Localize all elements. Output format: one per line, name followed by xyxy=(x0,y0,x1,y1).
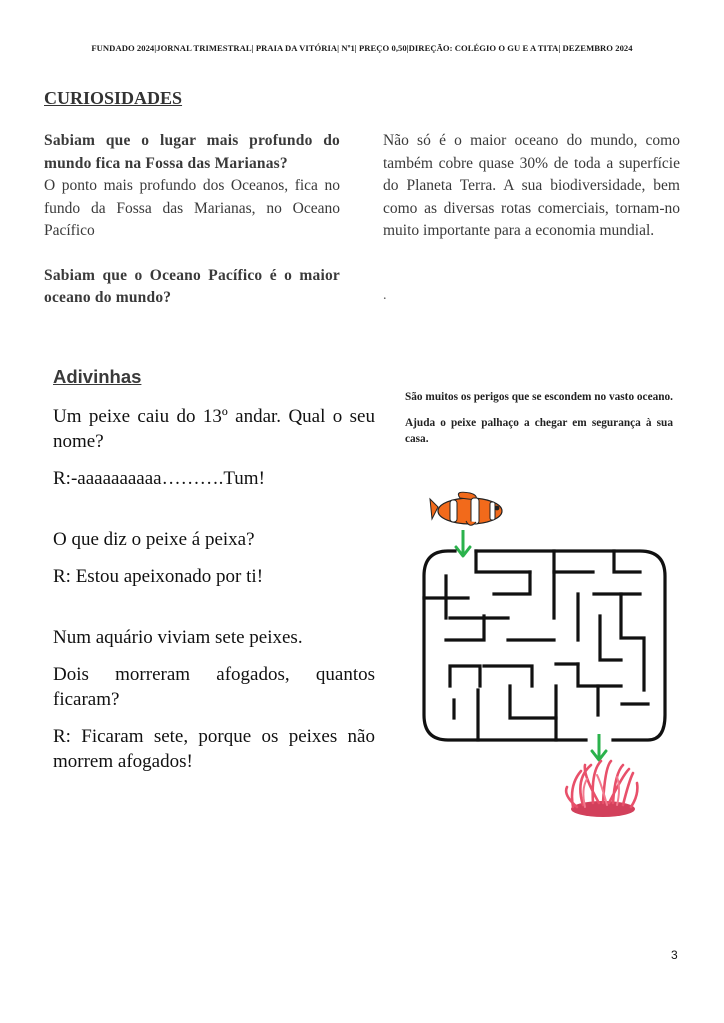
end-arrow-icon xyxy=(592,734,606,760)
stray-dot: . xyxy=(383,288,387,303)
newspaper-masthead: FUNDADO 2024|JORNAL TRIMESTRAL| PRAIA DA VITÓRIA| Nº1| PREÇO 0,50|DIREÇÃO: COLÉGIO O GU E A TITA| DEZEMBRO 2024 xyxy=(91,43,633,53)
riddle-3-intro: Num aquário viviam sete peixes. xyxy=(53,627,303,648)
sea-anemone-icon xyxy=(566,761,637,817)
maze-intro: São muitos os perigos que se escondem no vasto oceano. xyxy=(405,391,673,403)
curiosity-question-2: Sabiam que o Oceano Pacífico é o maior oceano do mundo? xyxy=(44,266,340,306)
curiosidades-left-column xyxy=(44,130,340,310)
section-title-curiosidades: CURIOSIDADES xyxy=(44,88,183,108)
riddle-3-answer: R: Ficaram sete, porque os peixes não morrem afogados! xyxy=(53,726,375,772)
riddle-1-answer: R:-aaaaaaaaaa……….Tum! xyxy=(53,468,265,489)
riddle-3-question: Dois morreram afogados, quantos ficaram? xyxy=(53,664,375,710)
clownfish-icon xyxy=(430,492,502,525)
maze-walls xyxy=(424,551,665,740)
riddle-1-question: Um peixe caiu do 13º andar. Qual o seu nome? xyxy=(53,406,375,452)
maze-instructions xyxy=(405,389,673,447)
section-title-adivinhas: Adivinhas xyxy=(53,366,142,387)
riddle-2-question: O que diz o peixe á peixa? xyxy=(53,529,255,550)
curiosidades-right-column: Não só é o maior oceano do mundo, como também cobre quase 30% de toda a superfície do Planeta Terra. A sua biodiversidade, bem como as diversas rotas comerciais, tornam-no muito importante para a economia mundial. xyxy=(383,132,680,239)
maze-puzzle xyxy=(418,490,678,830)
riddle-2-answer: R: Estou apeixonado por ti! xyxy=(53,566,264,587)
riddles-block xyxy=(53,404,375,774)
maze-instruction: Ajuda o peixe palhaço a chegar em segurança à sua casa. xyxy=(405,417,673,445)
start-arrow-icon xyxy=(456,530,470,556)
curiosity-question-1: Sabiam que o lugar mais profundo do mundo fica na Fossa das Marianas? xyxy=(44,132,340,172)
curiosity-answer-1: O ponto mais profundo dos Oceanos, fica no fundo da Fossa das Marianas, no Oceano Pacífico xyxy=(44,177,340,239)
page-number: 3 xyxy=(671,948,678,962)
